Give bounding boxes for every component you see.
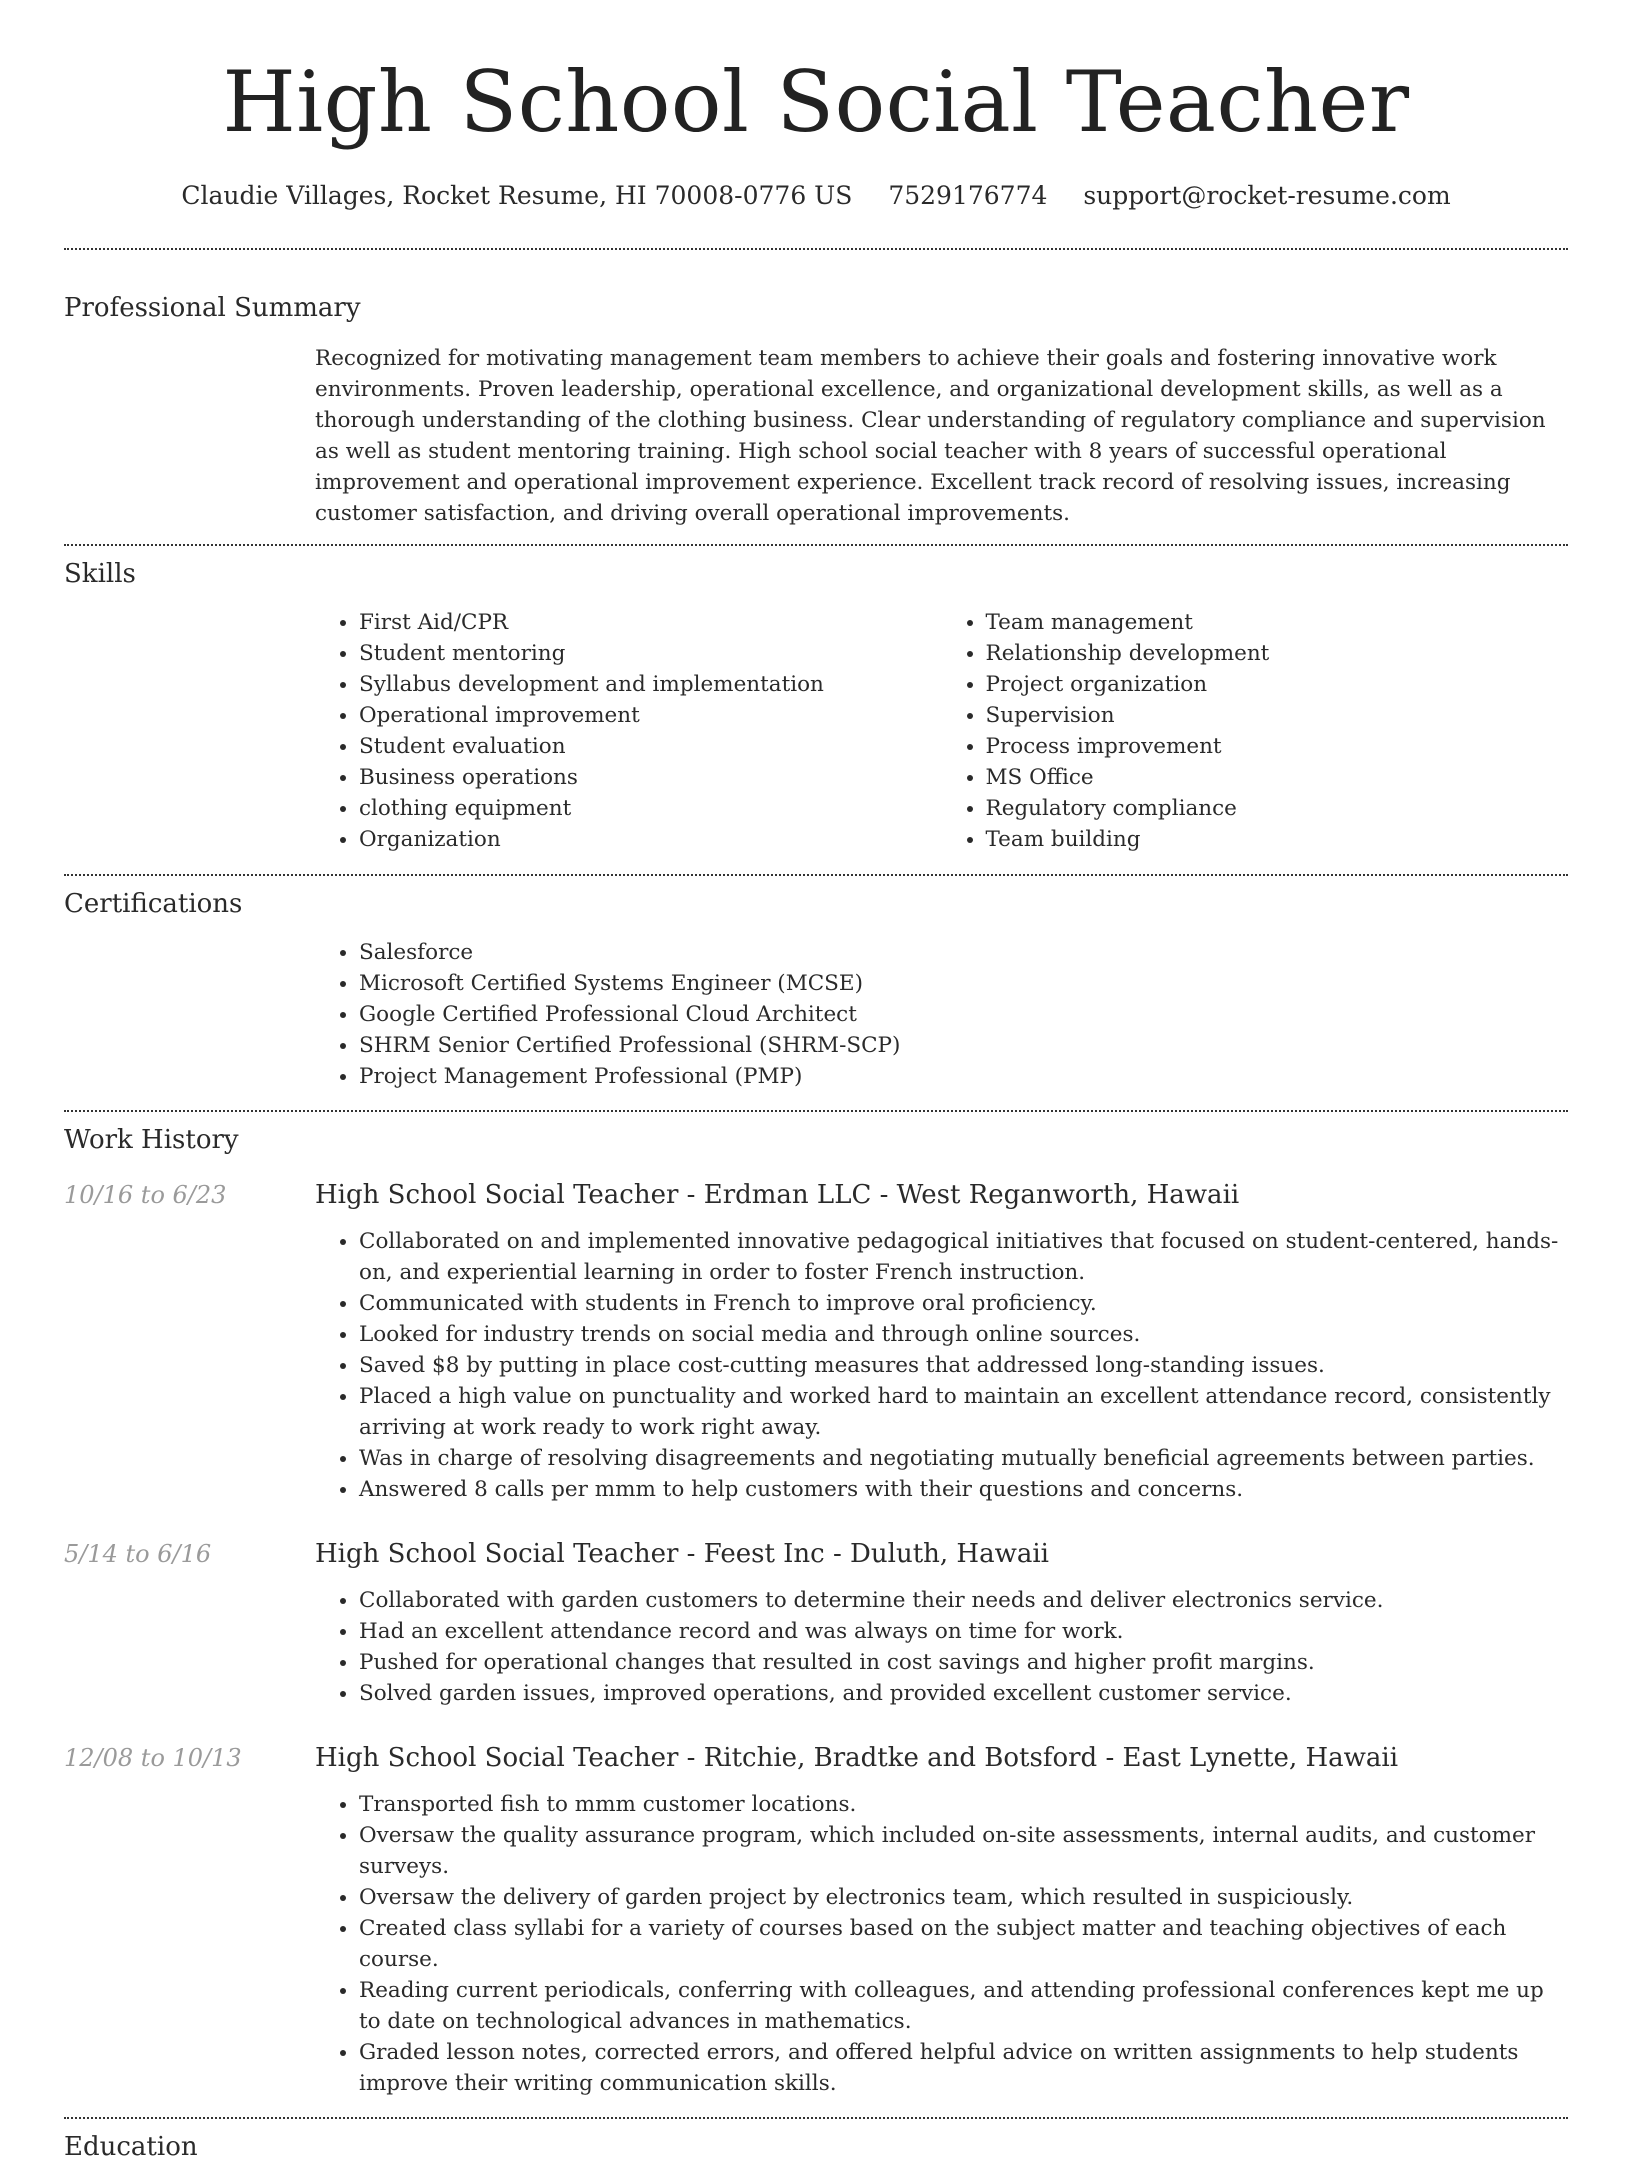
list-item: • Student evaluation	[359, 731, 942, 762]
list-item: • Business operations	[359, 762, 942, 793]
list-item: • Collaborated with garden customers to determine their needs and deliver electronics service.	[359, 1585, 1568, 1616]
education-title: Education	[64, 2132, 198, 2162]
list-item: • clothing equipment	[359, 793, 942, 824]
list-item: • Oversaw the delivery of garden project by electronics team, which resulted in suspiciously.	[359, 1882, 1568, 1913]
resume-name: High School Social Teacher	[222, 53, 1410, 151]
contact-phone: 7529176774	[888, 181, 1048, 210]
list-item: • Team management	[986, 607, 1569, 638]
skills-list-left	[315, 607, 942, 855]
list-item: • Supervision	[986, 700, 1569, 731]
contact-address: Claudie Villages, Rocket Resume, HI 70008-0776 US	[181, 181, 853, 210]
job-details	[315, 1741, 1568, 2099]
list-item: • MS Office	[986, 762, 1569, 793]
list-item: • Operational improvement	[359, 700, 942, 731]
job-bullets	[315, 1789, 1568, 2099]
summary-text: Recognized for motivating management team members to achieve their goals and fostering innovative work environments. Proven leadership, operational excellence, and organizational development skills, as well as a thorough understanding of the clothing business. Clear understanding of regulatory compliance and supervision as well as student mentoring training. High school social teacher with 8 years of successful operational improvement and operational improvement experience. Excellent track record of resolving issues, increasing customer satisfaction, and driving overall operational improvements.	[315, 346, 1546, 526]
list-item: • Created class syllabi for a variety of courses based on the subject matter and teaching objectives of each course.	[359, 1913, 1568, 1975]
list-item: • Had an excellent attendance record and was always on time for work.	[359, 1616, 1568, 1647]
contact-email: support@rocket-resume.com	[1083, 181, 1451, 210]
divider	[64, 2117, 1568, 2119]
list-item: • Placed a high value on punctuality and worked hard to maintain an excellent attendance record, consistently arriving at work ready to work right away.	[359, 1381, 1568, 1443]
work-section	[64, 1122, 1568, 2099]
job-details	[315, 1178, 1568, 1505]
job-dates: 5/14 to 6/16	[64, 1540, 212, 1568]
job-details	[315, 1537, 1568, 1709]
job-bullets	[315, 1226, 1568, 1505]
job-dates: 10/16 to 6/23	[64, 1181, 227, 1209]
list-item: • Salesforce	[359, 937, 1568, 968]
list-item: • SHRM Senior Certified Professional (SHRM-SCP)	[359, 1030, 1568, 1061]
list-item: • Graded lesson notes, corrected errors, and offered helpful advice on written assignments to help students improve their writing communication skills.	[359, 2037, 1568, 2099]
list-item: • Student mentoring	[359, 638, 942, 669]
list-item: • Project organization	[986, 669, 1569, 700]
skills-list-right	[942, 607, 1569, 855]
job-title: High School Social Teacher - Ritchie, Bradtke and Botsford - East Lynette, Hawaii	[315, 1743, 1399, 1773]
list-item: • Transported fish to mmm customer locations.	[359, 1789, 1568, 1820]
divider	[64, 544, 1568, 546]
job-entry	[64, 1537, 1568, 1709]
divider	[64, 248, 1568, 250]
list-item: • Oversaw the quality assurance program, which included on-site assessments, internal audits, and customer surveys.	[359, 1820, 1568, 1882]
job-title: High School Social Teacher - Erdman LLC - West Reganworth, Hawaii	[315, 1180, 1240, 1210]
list-item: • Google Certified Professional Cloud Architect	[359, 999, 1568, 1030]
skills-grid	[315, 607, 1568, 855]
certifications-list	[315, 937, 1568, 1092]
list-item: • Answered 8 calls per mmm to help customers with their questions and concerns.	[359, 1474, 1568, 1505]
job-entry	[64, 1741, 1568, 2099]
list-item: • First Aid/CPR	[359, 607, 942, 638]
list-item: • Relationship development	[986, 638, 1569, 669]
job-bullets	[315, 1585, 1568, 1709]
list-item: • Reading current periodicals, conferring with colleagues, and attending professional conferences kept me up to date on technological advances in mathematics.	[359, 1975, 1568, 2037]
job-dates: 12/08 to 10/13	[64, 1744, 242, 1772]
contact-line	[64, 178, 1568, 214]
list-item: • Project Management Professional (PMP)	[359, 1061, 1568, 1092]
list-item: • Solved garden issues, improved operations, and provided excellent customer service.	[359, 1678, 1568, 1709]
list-item: • Saved $8 by putting in place cost-cutting measures that addressed long-standing issues.	[359, 1350, 1568, 1381]
certifications-body	[315, 937, 1568, 1092]
list-item: • Team building	[986, 824, 1569, 855]
resume-page	[64, 0, 1568, 2165]
divider	[64, 1110, 1568, 1112]
list-item: • Process improvement	[986, 731, 1569, 762]
job-entry	[64, 1178, 1568, 1505]
work-title: Work History	[64, 1125, 239, 1155]
list-item: • Pushed for operational changes that resulted in cost savings and higher profit margins.	[359, 1647, 1568, 1678]
skills-title: Skills	[64, 559, 136, 589]
job-title: High School Social Teacher - Feest Inc - Duluth, Hawaii	[315, 1539, 1049, 1569]
certifications-section	[64, 886, 1568, 1092]
list-item: • Collaborated on and implemented innovative pedagogical initiatives that focused on student-centered, hands-on, and experiential learning in order to foster French instruction.	[359, 1226, 1568, 1288]
list-item: • Looked for industry trends on social media and through online sources.	[359, 1319, 1568, 1350]
list-item: • Syllabus development and implementation	[359, 669, 942, 700]
list-item: • Microsoft Certified Systems Engineer (MCSE)	[359, 968, 1568, 999]
summary-title: Professional Summary	[64, 293, 361, 323]
skills-section	[64, 556, 1568, 855]
list-item: • Organization	[359, 824, 942, 855]
list-item: • Regulatory compliance	[986, 793, 1569, 824]
list-item: • Was in charge of resolving disagreements and negotiating mutually beneficial agreements between parties.	[359, 1443, 1568, 1474]
summary-section	[64, 290, 1568, 529]
certifications-title: Certifications	[64, 889, 243, 919]
list-item: • Communicated with students in French to improve oral proficiency.	[359, 1288, 1568, 1319]
education-section	[64, 2129, 1568, 2165]
divider	[64, 874, 1568, 876]
